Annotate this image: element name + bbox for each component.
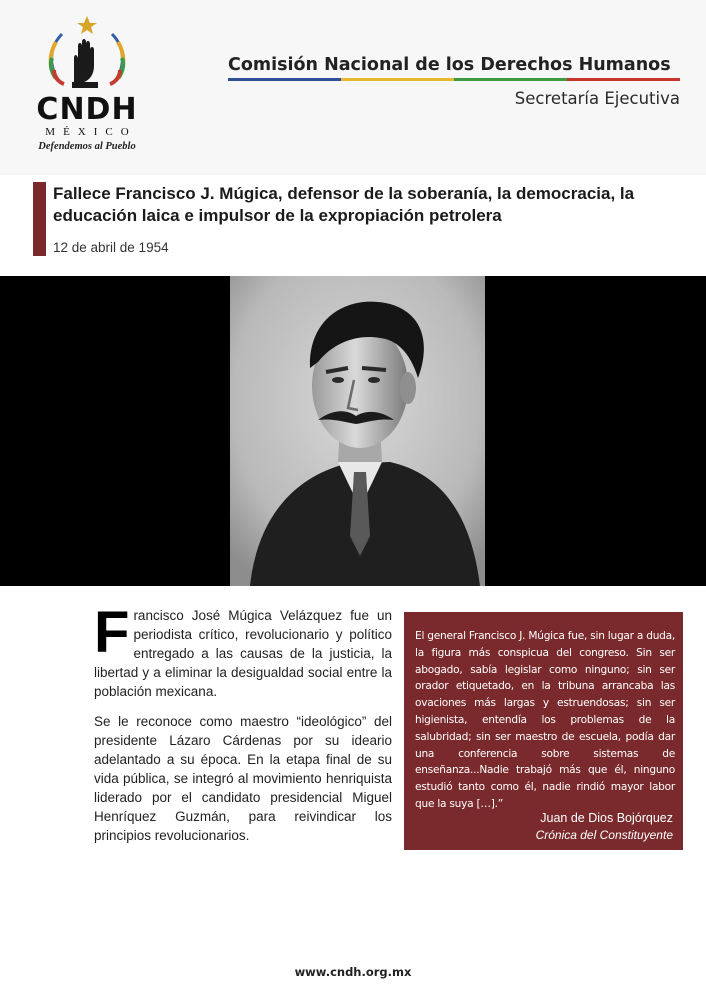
article-date: 12 de abril de 1954 — [53, 240, 169, 255]
portrait-photo — [230, 276, 485, 586]
page-header — [0, 0, 706, 175]
logo-wordmark: CNDH — [36, 92, 138, 127]
article-headline: Fallece Francisco J. Múgica, defensor de la soberanía, la democracia, la educación laica e impulsor de la expropiación petrolera — [53, 184, 635, 225]
drop-cap: F — [94, 600, 130, 665]
headline-accent-bar — [33, 182, 46, 256]
tricolor-rule — [228, 78, 680, 81]
website-url: www.cndh.org.mx — [294, 965, 412, 979]
paragraph-1 — [94, 600, 392, 701]
rule-segment-blue — [228, 78, 341, 81]
cndh-logo — [22, 12, 152, 162]
organization-subtitle: Secretaría Ejecutiva — [514, 89, 680, 108]
paragraph-2: Se le reconoce como maestro “ideológico” del presidente Lázaro Cárdenas por su ideario adelantado a su época. En la etapa final de su vida pública, se integró al movimiento henriquista liderado por el candidato presidencial Miguel Henríquez Guzmán, para reivindicar los principios revolucionarios. — [94, 714, 392, 843]
article-body — [94, 600, 392, 856]
raised-hand-emblem-icon — [22, 12, 152, 92]
quote-source: Crónica del Constituyente — [535, 828, 673, 842]
rule-segment-red — [567, 78, 680, 81]
organization-title: Comisión Nacional de los Derechos Humanos — [228, 55, 671, 75]
paragraph-1-text: rancisco José Múgica Velázquez fue un periodista crítico, revolucionario y político entregado a las causas de la justicia, la libertad y a eliminar la desigualdad social entre la población mexicana. — [94, 608, 392, 699]
quote-text: El general Francisco J. Múgica fue, sin lugar a duda, la figura más conspicua del congreso. Sin ser abogado, sabía legislar como ninguno; sin ser orador etiquetado, en la tribuna arrancaba las ovaciones más largas y estruendosas; sin ser higienista, entendía los problemas de la salubridad; sin ser maestro de escuela, podía dar una conferencia sobre sistemas de enseñanza...Nadie trabajó más que él, ninguno estudió tanto como él, nadie rindió mayor labor que la suya […].” — [415, 630, 676, 810]
rule-segment-yellow — [341, 78, 454, 81]
logo-motto: Defendemos al Pueblo — [38, 141, 136, 152]
quote-box — [404, 612, 683, 850]
quote-author: Juan de Dios Bojórquez — [540, 811, 673, 825]
logo-country: MÉXICO — [45, 126, 137, 138]
rule-segment-green — [454, 78, 567, 81]
